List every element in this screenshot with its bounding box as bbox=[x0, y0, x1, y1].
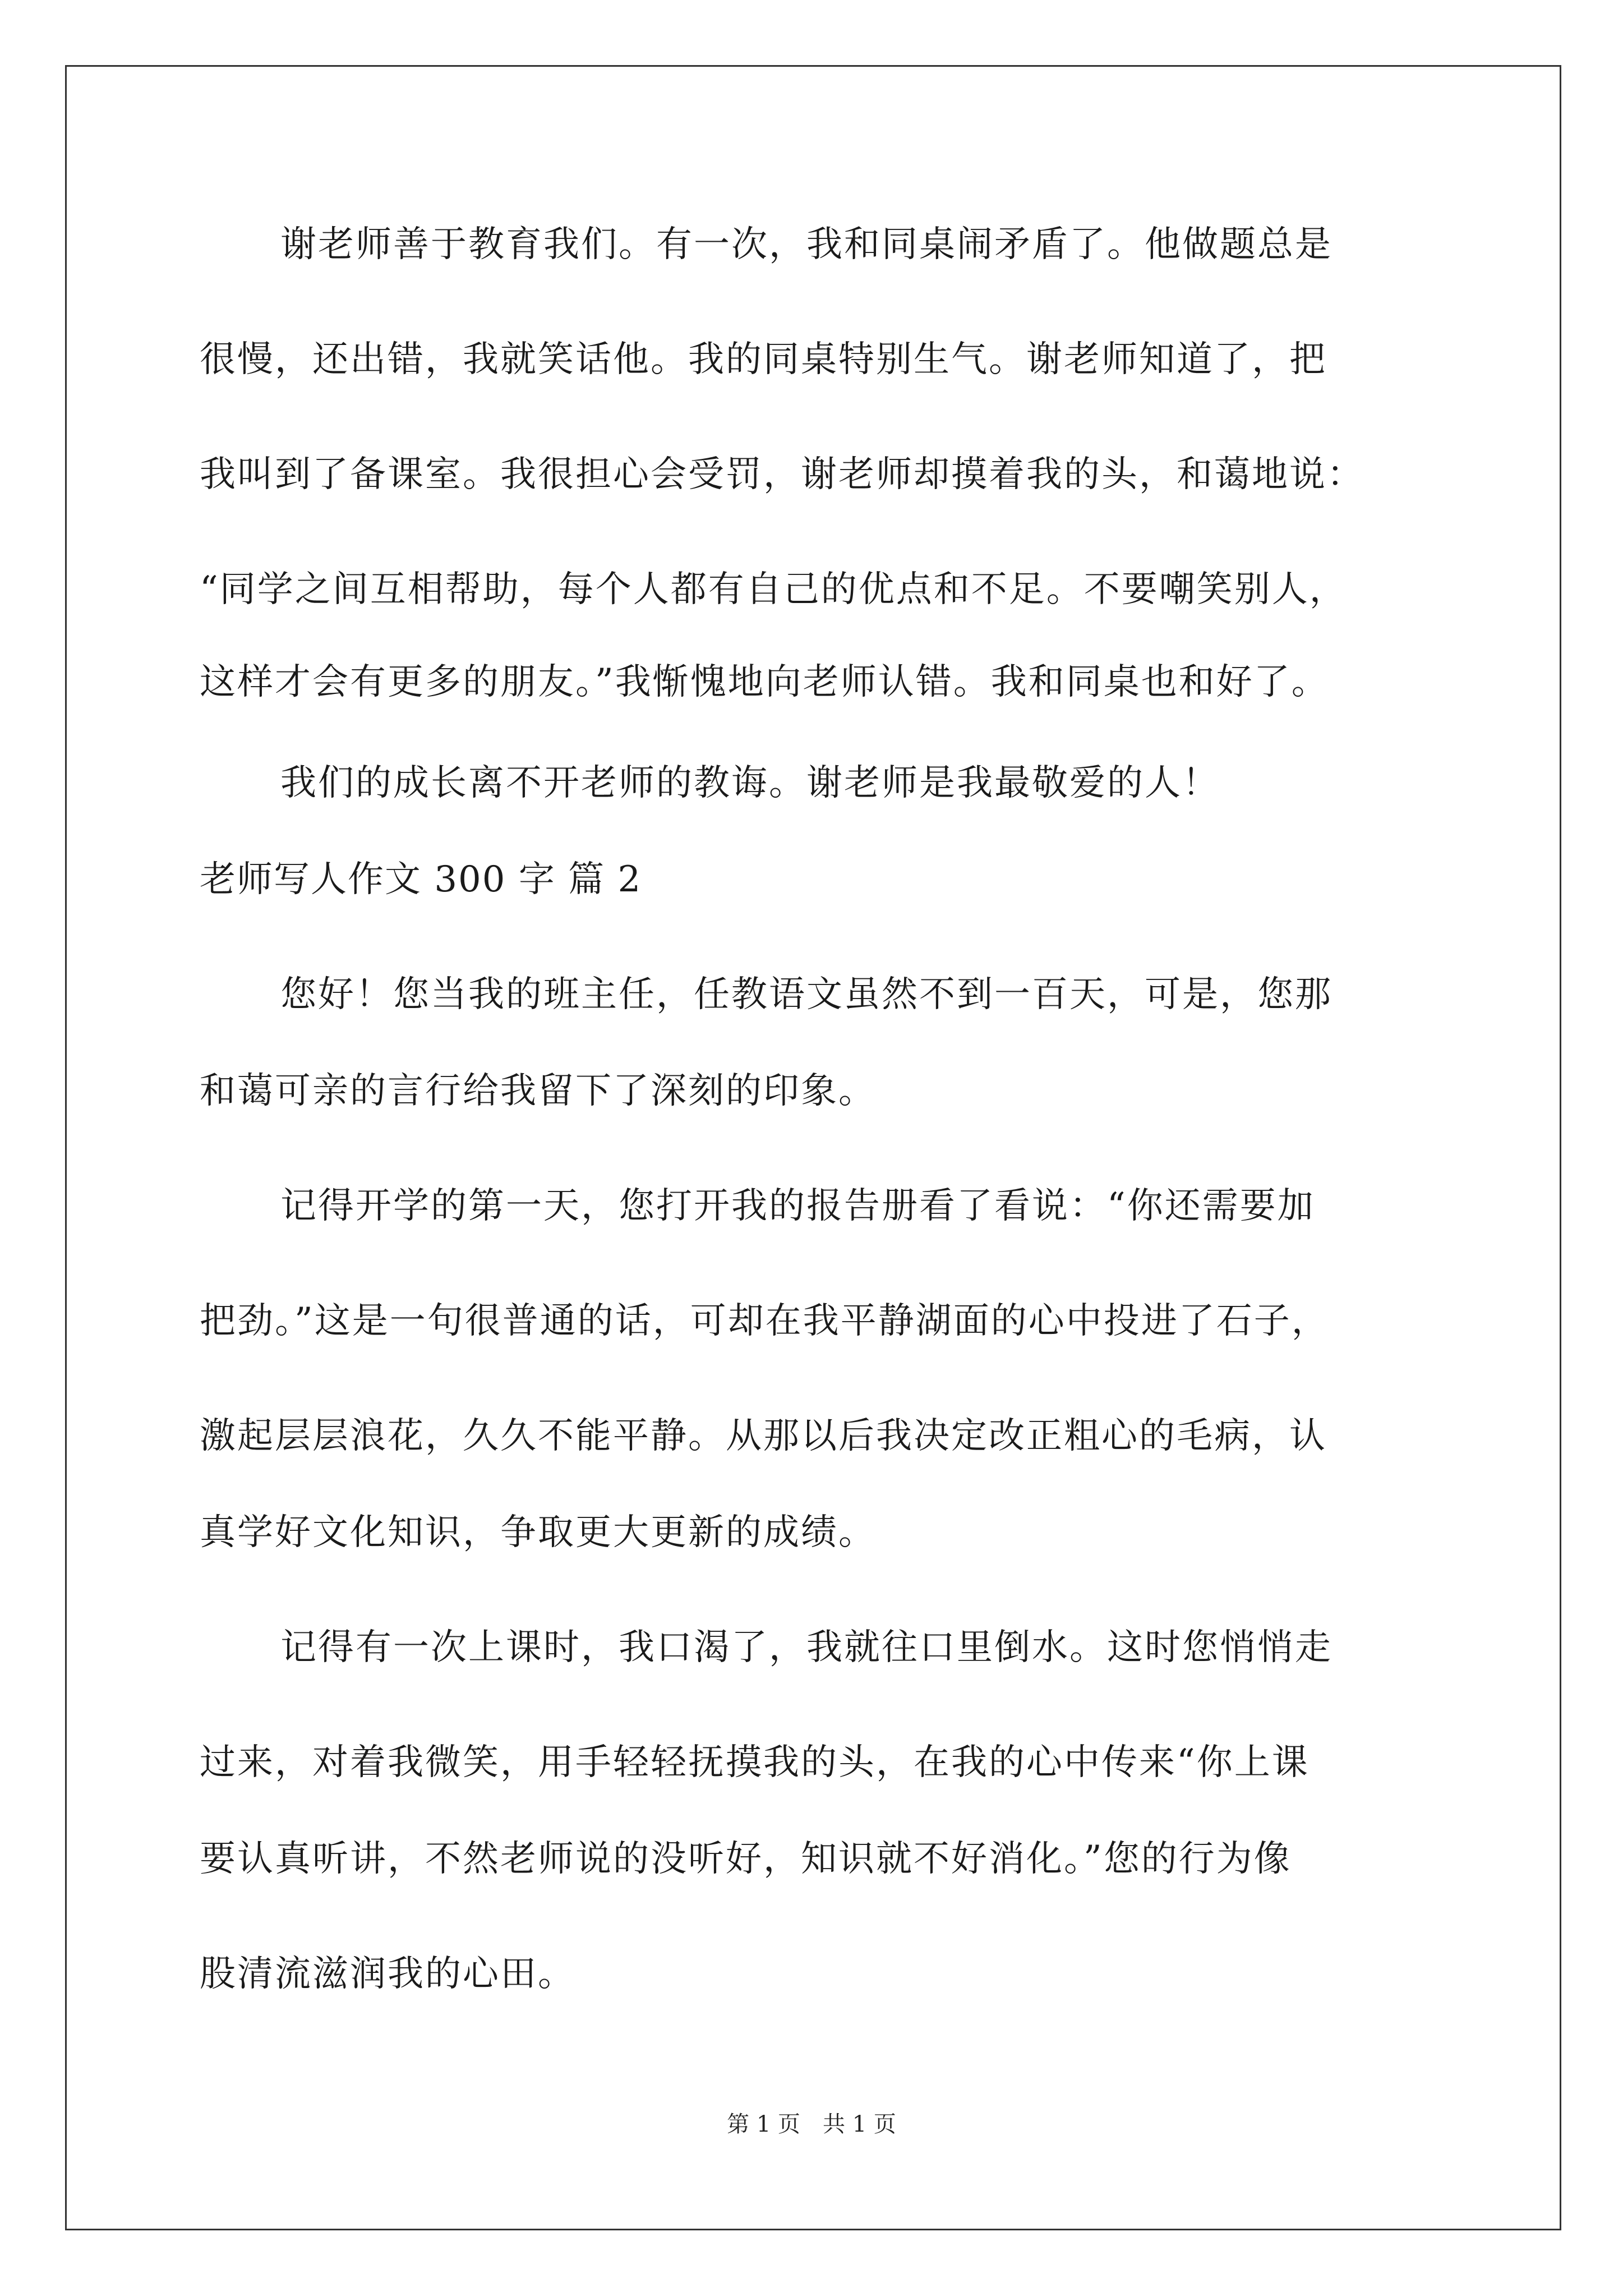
page-footer: 第 1 页 共 1 页 bbox=[727, 2111, 896, 2137]
paragraph-1-line-1: 谢老师善于教育我们。有一次，我和同桌闹矛盾了。他做题总是 bbox=[280, 224, 1332, 265]
paragraph-4-line-2: 把劲。”这是一句很普通的话，可却在我平静湖面的心中投进了石子， bbox=[200, 1300, 1329, 1342]
paragraph-4-line-4: 真学好文化知识，争取更大更新的成绩。 bbox=[200, 1512, 876, 1553]
paragraph-5-line-3: 要认真听讲，不然老师说的没听好，知识就不好消化。”您的行为像 bbox=[200, 1838, 1292, 1880]
paragraph-4-line-3: 激起层层浪花，久久不能平静。从那以后我决定改正粗心的毛病，认 bbox=[200, 1415, 1327, 1457]
paragraph-2-line-1: 我们的成长离不开老师的教诲。谢老师是我最敬爱的人！ bbox=[280, 762, 1220, 804]
section-heading: 老师写人作文 300 字 篇 2 bbox=[200, 859, 642, 900]
page-border bbox=[65, 65, 1561, 2230]
paragraph-1-line-3: 我叫到了备课室。我很担心会受罚，谢老师却摸着我的头，和蔼地说： bbox=[200, 454, 1364, 495]
paragraph-4-line-1: 记得开学的第一天，您打开我的报告册看了看说：“你还需要加 bbox=[280, 1185, 1315, 1227]
paragraph-1-line-4: “同学之间互相帮助，每个人都有自己的优点和不足。不要嘲笑别人， bbox=[200, 569, 1347, 610]
paragraph-5-line-4: 股清流滋润我的心田。 bbox=[200, 1953, 575, 1995]
paragraph-5-line-1: 记得有一次上课时，我口渴了，我就往口里倒水。这时您悄悄走 bbox=[280, 1627, 1332, 1668]
paragraph-3-line-2: 和蔼可亲的言行给我留下了深刻的印象。 bbox=[200, 1070, 876, 1112]
paragraph-1-line-2: 很慢，还出错，我就笑话他。我的同桌特别生气。谢老师知道了，把 bbox=[200, 339, 1327, 380]
paragraph-5-line-2: 过来，对着我微笑，用手轻轻抚摸我的头，在我的心中传来“你上课 bbox=[200, 1742, 1310, 1783]
paragraph-1-line-5: 这样才会有更多的朋友。”我惭愧地向老师认错。我和同桌也和好了。 bbox=[200, 661, 1329, 703]
paragraph-3-line-1: 您好！您当我的班主任，任教语文虽然不到一百天，可是，您那 bbox=[280, 974, 1332, 1015]
